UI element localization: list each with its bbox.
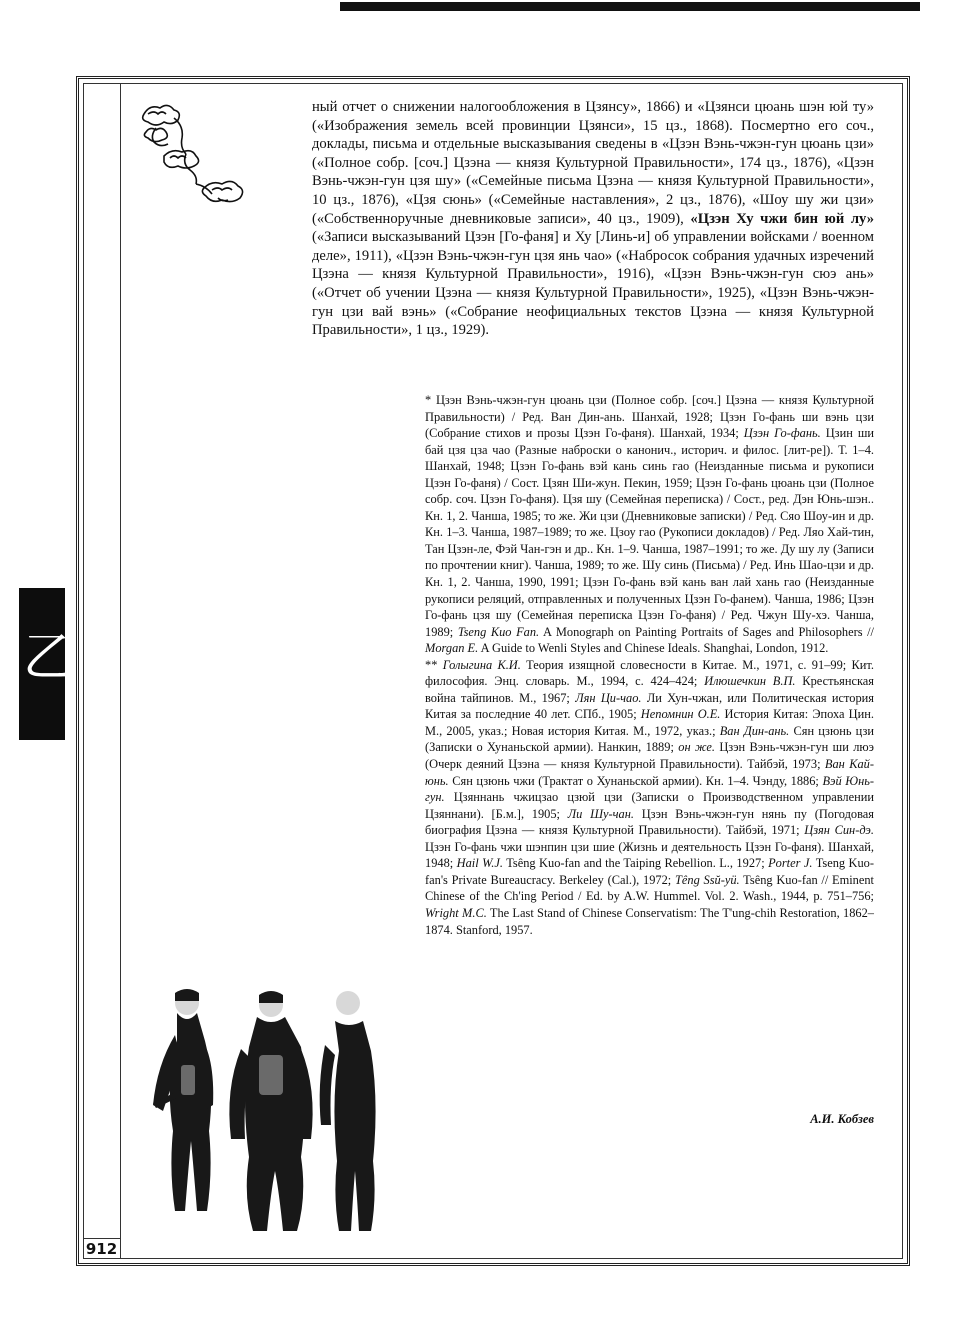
bibliography-secondary-run: Голыгина К.И.: [442, 657, 521, 672]
bibliography-primary-run: A Guide to Wenli Styles and Chinese Ideals. Shanghai, London, 1912.: [478, 641, 829, 656]
bibliography-secondary-run: Ван Кай-юнь.: [425, 757, 874, 788]
bibliography-primary-run: Цзин ши бай цзя цза чао (Разные наброски о канонич., историч. и филос. [лит-ре]). Т. 1–4. Шанхай, 1948; Цзэн Го-фань вэй кань синь гао (Неизданные письма и рукописи Цзэн Го-фаня) / Сост. Цзян Ши-жун. Пекин, 1959; Цзэн Го-фань цюань цзи (Полное собр. соч. Цзэн Го-фаня). Цзя шу (Семейная переписка) / Сост., ред. Дэн Юнь-шэн.. Кн. 1, 2. Чанша, 1985; то же. Жи цзи (Дневниковые записки) / Ред. Сяо Шоу-ин и др. Кн. 1–3. Чанша, 1987–1989; то же. Цзоу гао (Рукописи докладов) / Ред. Ляо Хай-тин, Тан Цзэн-ле, Фэй Чан-гэн и др.. Кн. 1–9. Чанша, 1987–1991; то же. Ду шу лу (Записи по прочтении книг). Чанша, 1989; то же. Шу синь (Письма) / Ред. Инь Шао-цзи и др. Кн. 1, 2. Чанша, 1990, 1991; Цзэн Го-фань вэй кань ван лай хань гао (Неизданные рукописи реляций, отправленных и полученных Цзэн Го-фанем). Чанша, 1986; Цзэн Го-фань цзя шу (Семейная переписка Цзэн Го-фаня) / Ред. Чжун Шу-хэ. Чанша, 1989;: [425, 426, 874, 639]
top-decorative-bar: [340, 2, 920, 11]
bibliography-secondary-run: Hail W.J.: [456, 856, 503, 871]
bibliography-secondary-run: Ли Шу-чан.: [567, 806, 634, 821]
section-side-tab: [19, 588, 76, 740]
bibliography-secondary-marker: **: [425, 657, 438, 672]
bibliography-secondary-run: Вэй Юнь-гун.: [425, 773, 874, 805]
bibliography-primary-sources: [425, 393, 874, 655]
bibliography-secondary-run: Крестьянская война тайпинов. М., 1967;: [425, 674, 874, 705]
bibliography-secondary-run: История Китая: Эпоха Цин. М., 2005, указ.; Новая история Китая. М., 1972, указ.;: [425, 707, 874, 738]
bibliography-secondary-sources: [425, 658, 874, 937]
bibliography-secondary-run: Лян Ци-чао.: [575, 690, 642, 705]
bibliography-primary-run: Цзэн Вэнь-чжэн-гун цюань цзи (Полное собр. [соч.] Цзэна — князя Культурной Правильности) / Ред. Ван Дин-ань. Шанхай, 1928; Цзэн Го-фань ши вэнь цзи (Собрание стихов и прозы Цзэн Го-фаня). Шанхай, 1934;: [425, 393, 874, 441]
bibliography-secondary-run: Цзян Син-дэ.: [804, 823, 874, 838]
bibliography-secondary-run: Tsêng Kuo-fan // Eminent Chinese of the Ch'ing Period / Ed. by A.W. Hummel. Vol. 2. Wash., 1944, p. 751–756;: [425, 872, 875, 904]
side-tab-glyph: 乙: [23, 628, 76, 688]
page-number: 912: [83, 1238, 120, 1260]
bibliography-secondary-run: Wright M.C.: [425, 905, 487, 920]
bibliography-secondary-run: Porter J.: [768, 856, 813, 871]
bibliography-secondary-run: Ли Хун-чжан, или Политическая история Китая за последние 40 лет. СПб., 1905;: [425, 690, 874, 722]
main-text-part-2: («Записи высказываний Цзэн [Го-фаня] и Ху [Линь-и] об управлении войсками / военном деле», 1911), «Цзэн Вэнь-чжэн-гун цзя янь чао» («Набросок собрания удачных изречений Цзэна — князя Культурной Правильности», 1916), «Цзэн Вэнь-чжэн-гун сюэ ань» («Отчет об учении Цзэна — князя Культурной Правильности», 1925), «Цзэн Вэнь-чжэн-гун цзи вай вэнь» («Собрание неофициальных текстов Цзэна — князя Культурной Правильности», 1 цз., 1929).: [312, 229, 874, 339]
bibliography-secondary-run: Илюшечкин В.П.: [704, 674, 796, 689]
bibliography-secondary-run: Теория изящной словесности в Китае. М., 1971, с. 91–99; Кит. философия. Энц. словарь. М., 1994, с. 424–424;: [425, 657, 875, 689]
main-text-bold-title: «Цзэн Ху чжи бин юй лу»: [690, 210, 874, 227]
bibliography-secondary-run: он же.: [678, 740, 715, 755]
left-margin-rule: [120, 83, 121, 1259]
bibliography-secondary-run: Цзэн Вэнь-чжэн-гун ши люэ (Очерк деяний Цзэна — князя Культурной Правильности). Тайбэй, 1973;: [425, 740, 874, 772]
bibliography-primary-run: Tseng Kuo Fan.: [457, 624, 540, 639]
cloud-ornament-icon: [134, 96, 264, 216]
bibliography-secondary-run: Цзяннань чжицзао цзюй цзи (Записки о Производственном управлении Цзяннани). [Б.м.], 1905;: [425, 790, 874, 821]
bibliography-secondary-run: Непомнин О.Е.: [640, 707, 721, 722]
bibliography-primary-run: Цзэн Го-фань.: [743, 426, 821, 441]
bibliography-secondary-run: Сян цзюнь цзи (Записки о Хунаньской армии). Нанкин, 1889;: [425, 723, 874, 755]
bibliography-secondary-run: The Last Stand of Chinese Conservatism: The T'ung-chih Restoration, 1862–1874. Stanford, 1957.: [425, 905, 874, 937]
bibliography-primary-run: A Monograph on Painting Portraits of Sages and Philosophers //: [539, 624, 874, 639]
bibliography-primary-marker: *: [425, 393, 432, 407]
bibliography-secondary-run: Tsêng Kuo-fan and the Taiping Rebellion. L., 1927;: [503, 856, 769, 871]
bibliography-secondary-run: Цзэн Вэнь-чжэн-гун нянь пу (Погодовая биография Цзэна — князя Культурной Правильности). Тайбэй, 1971;: [425, 806, 874, 838]
historical-photo-three-men: [145, 985, 380, 1240]
bibliography-block: [425, 392, 874, 938]
bibliography-secondary-run: Цзэн Го-фань чжи шэнпин цзи шие (Жизнь и деятельность Цзэн Го-фаня). Шанхай, 1948;: [425, 839, 874, 871]
main-text-part-1: ный отчет о снижении налогообложения в Цзянсу», 1866) и «Цзянси цюань шэн юй ту» («Изображения земель всей провинции Цзянси», 15 цз., 1868). Посмертно его соч., доклады, письма и отдельные высказывания сведены в «Цзэн Вэнь-чжэн-гун цюань цзи» («Полное собр. [соч.] Цзэна — князя Культурной Правильности», 174 цз., 1876), «Цзэн Вэнь-чжэн-гун цзя шу» («Семейные письма Цзэна — князя Культурной Правильности», 10 цз., 1876), «Цзя сюнь» («Семейные наставления», 2 цз., 1876), «Шоу шу жи цзи» («Собственноручные дневниковые записи», 40 цз., 1909),: [312, 99, 874, 227]
bibliography-secondary-run: Сян цзюнь чжи (Трактат о Хунаньской армии). Кн. 1–4. Чэнду, 1886;: [448, 773, 823, 788]
bibliography-secondary-run: Tseng Kuo-fan's Private Bureaucracy. Berkeley (Cal.), 1972;: [425, 856, 874, 887]
main-body-text: [312, 98, 874, 340]
bibliography-primary-run: Morgan E.: [425, 641, 479, 656]
bibliography-secondary-run: Têng Ssŭ-yü.: [674, 872, 740, 887]
bibliography-secondary-run: Ван Дин-ань.: [719, 723, 790, 738]
article-author: А.И. Кобзев: [810, 1112, 874, 1126]
